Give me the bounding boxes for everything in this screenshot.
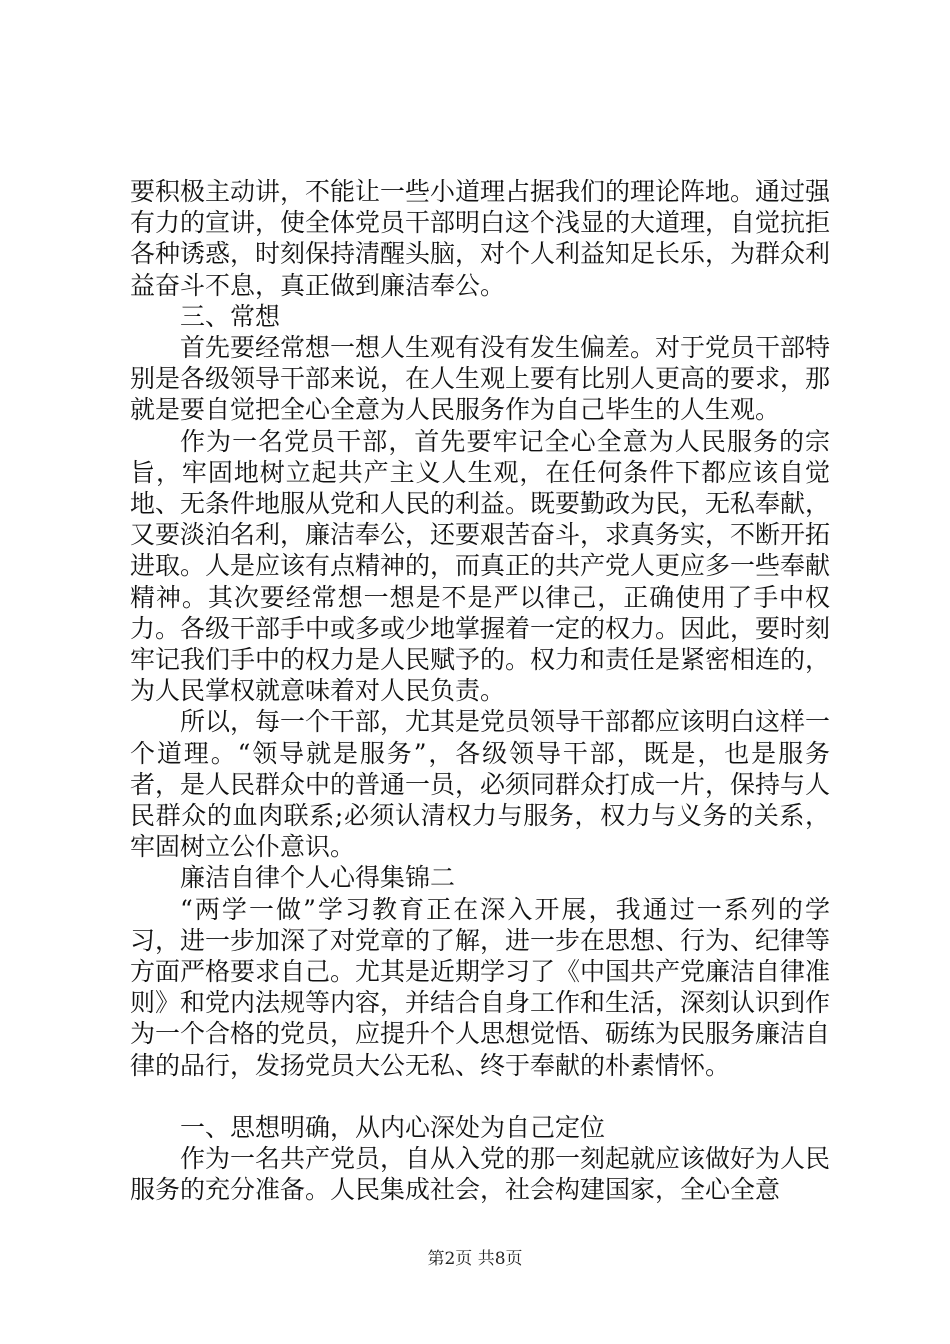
paragraph: “两学一做”学习教育正在深入开展，我通过一系列的学习，进一步加深了对党章的了解，进一步在思想、行为、纪律等方面严格要求自己。尤其是近期学习了《中国共产党廉洁自律准则》和党内法规等内容，并结合自身工作和生活，深刻认识到作为一个合格的党员，应提升个人思想觉悟、砺练为民服务廉洁自律的品行，发扬党员大公无私、终于奉献的朴素情怀。 xyxy=(130,894,831,1080)
paragraph: 作为一名共产党员，自从入党的那一刻起就应该做好为人民服务的充分准备。人民集成社会，社会构建国家，全心全意 xyxy=(130,1144,831,1205)
section-heading-changxiang: 三、常想 xyxy=(180,301,281,331)
page-number-footer: 第2页 共8页 xyxy=(427,1249,523,1269)
paragraph: 作为一名党员干部，首先要牢记全心全意为人民服务的宗旨，牢固地树立起共产主义人生观，在任何条件下都应该自觉地、无条件地服从党和人民的利益。既要勤政为民，无私奉献，又要淡泊名利，廉洁奉公，还要艰苦奋斗，求真务实，不断开拓进取。人是应该有点精神的，而真正的共产党人更应多一些奉献精神。其次要经常想一想是不是严以律己，正确使用了手中权力。各级干部手中或多或少地掌握着一定的权力。因此，要时刻牢记我们手中的权力是人民赋予的。权力和责任是紧密相连的，为人民掌权就意味着对人民负责。 xyxy=(130,426,831,706)
paragraph: 首先要经常想一想人生观有没有发生偏差。对于党员干部特别是各级领导干部来说，在人生观上要有比别人更高的要求，那就是要自觉把全心全意为人民服务作为自己毕生的人生观。 xyxy=(130,333,831,425)
paragraph: 所以，每一个干部，尤其是党员领导干部都应该明白这样一个道理。“领导就是服务”，各级领导干部，既是，也是服务者，是人民群众中的普通一员，必须同群众打成一片，保持与人民群众的血肉联系;必须认清权力与服务，权力与义务的关系，牢固树立公仆意识。 xyxy=(130,707,831,862)
document-body xyxy=(130,176,830,1206)
section-heading-one: 一、思想明确，从内心深处为自己定位 xyxy=(180,1113,606,1143)
section-heading-collection-two: 廉洁自律个人心得集锦二 xyxy=(180,863,456,893)
blank-line xyxy=(130,1081,830,1112)
paragraph-continuation: 要积极主动讲，不能让一些小道理占据我们的理论阵地。通过强有力的宣讲，使全体党员干部明白这个浅显的大道理，自觉抗拒各种诱惑，时刻保持清醒头脑，对个人利益知足长乐，为群众利益奋斗不息，真正做到廉洁奉公。 xyxy=(130,177,831,300)
